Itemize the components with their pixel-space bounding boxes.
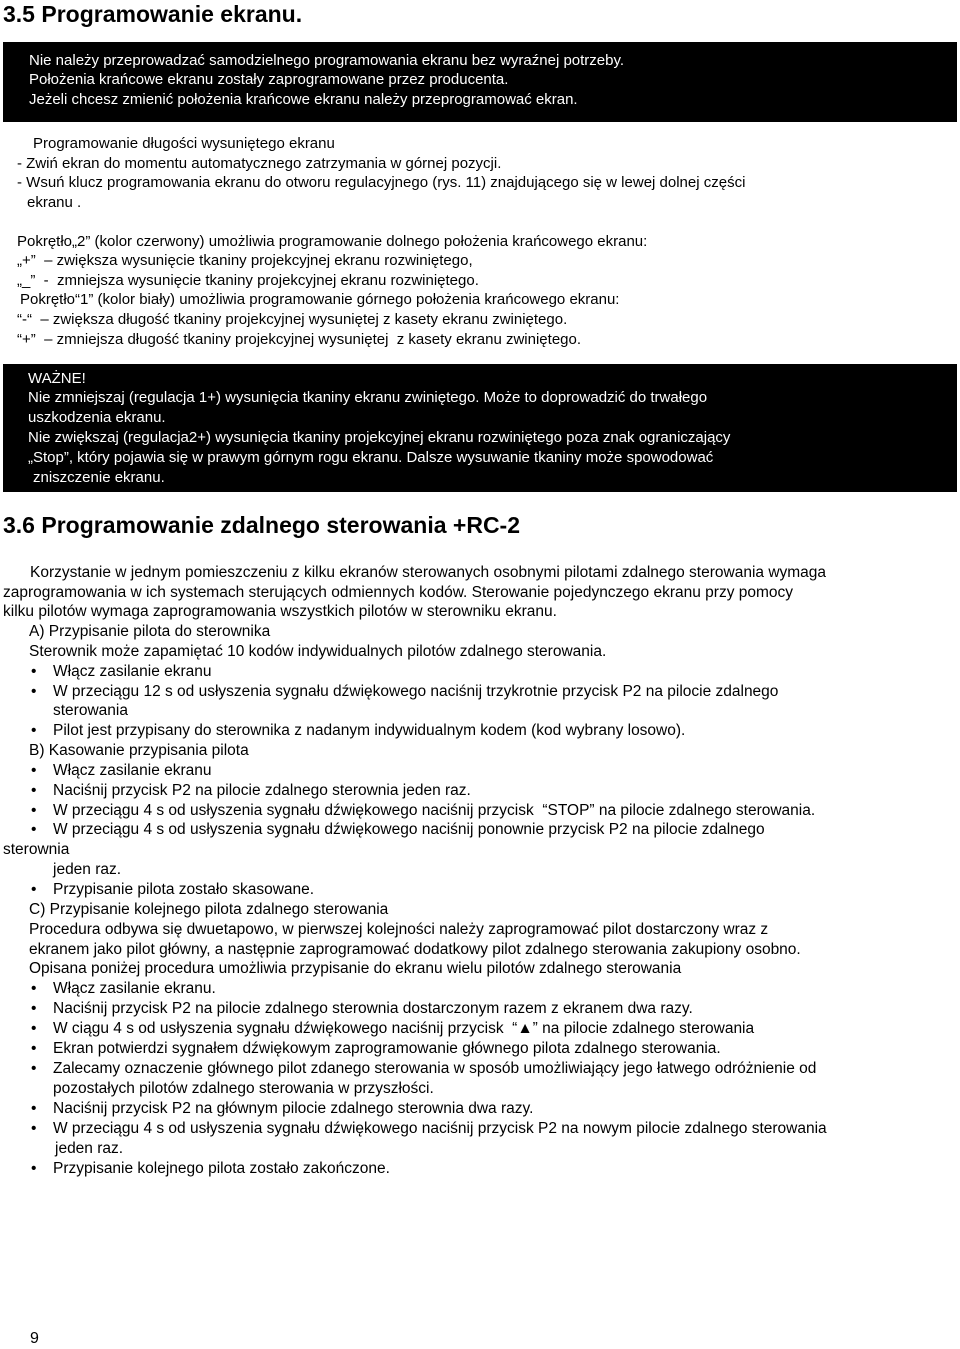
- section-c-item-7-cont: jeden raz.: [55, 1140, 124, 1157]
- intro-line-3: kilku pilotów wymaga zaprogramowania wszystkich pilotów w sterowniku ekranu.: [3, 603, 557, 620]
- bullet-icon: •: [31, 980, 37, 997]
- section-a-item-1: Włącz zasilanie ekranu: [53, 663, 212, 680]
- section-b-item-4: W przeciągu 4 s od usłyszenia sygnału dźwiękowego naciśnij ponownie przycisk P2 na pilocie zdalnego: [53, 821, 765, 838]
- section-a-item-3: Pilot jest przypisany do sterownika z nadanym indywidualnym kodem (kod wybrany losowo).: [53, 722, 686, 739]
- section-c-item-6: Naciśnij przycisk P2 na głównym pilocie zdalnego sterownia dwa razy.: [53, 1100, 534, 1117]
- section-b-item-2: Naciśnij przycisk P2 na pilocie zdalnego sterownia jeden raz.: [53, 782, 471, 799]
- section-c-para-3: Opisana poniżej procedura umożliwia przypisanie do ekranu wielu pilotów zdalnego sterowania: [29, 960, 682, 977]
- section-a-item-2: W przeciągu 12 s od usłyszenia sygnału dźwiękowego naciśnij trzykrotnie przycisk P2 na pilocie zdalnego: [53, 683, 779, 700]
- section-a-item-2-cont: sterowania: [53, 702, 128, 719]
- intro-line-1: Korzystanie w jednym pomieszczeniu z kilku ekranów sterowanych osobnymi pilotami zdalnego sterowania wymaga: [30, 564, 827, 581]
- knob-2-minus: „_” - zmniejsza wysunięcie tkaniny projekcyjnej ekranu rozwiniętego.: [17, 272, 479, 289]
- intro-line-2: zaprogramowania w ich systemach sterujących odmiennych kodów. Sterowanie pojedynczego ekranu przy pomocy: [3, 584, 794, 601]
- knob-1-desc: Pokrętło“1” (kolor biały) umożliwia programowanie górnego położenia krańcowego ekranu:: [20, 291, 620, 308]
- bullet-icon: •: [31, 1020, 37, 1037]
- length-prog-title: Programowanie długości wysuniętego ekranu: [33, 135, 335, 152]
- section-c-para-2: ekranem jako pilot główny, a następnie zaprogramować dodatkowy pilot zdalnego sterowania zakupiony osobno.: [29, 941, 801, 958]
- section-b-title: B) Kasowanie przypisania pilota: [29, 742, 249, 759]
- bullet-icon: •: [31, 881, 37, 898]
- bullet-icon: •: [31, 762, 37, 779]
- bullet-icon: •: [31, 1100, 37, 1117]
- section-c-para-1: Procedura odbywa się dwuetapowo, w pierwszej kolejności należy zaprogramować pilot dostarczony wraz z: [29, 921, 769, 938]
- bullet-icon: •: [31, 683, 37, 700]
- section-c-item-5-cont: pozostałych pilotów zdalnego sterowania w przyszłości.: [53, 1080, 434, 1097]
- important-line-5: zniszczenie ekranu.: [33, 469, 165, 486]
- section-b-item-1: Włącz zasilanie ekranu: [53, 762, 212, 779]
- bullet-icon: •: [31, 1000, 37, 1017]
- bullet-icon: •: [31, 1060, 37, 1077]
- bullet-icon: •: [31, 802, 37, 819]
- length-prog-step-2: - Wsuń klucz programowania ekranu do otworu regulacyjnego (rys. 11) znajdującego się w lewej dolnej części: [17, 174, 746, 191]
- knob-1-minus: “-“ – zwiększa długość tkaniny projekcyjnej wysuniętej z kasety ekranu zwiniętego.: [17, 311, 568, 328]
- section-heading-3-5: 3.5 Programowanie ekranu.: [3, 1, 303, 27]
- bullet-icon: •: [31, 1160, 37, 1177]
- important-line-2: uszkodzenia ekranu.: [28, 409, 166, 426]
- knob-2-desc: Pokrętło„2” (kolor czerwony) umożliwia programowanie dolnego położenia krańcowego ekranu:: [17, 233, 648, 250]
- section-c-item-5: Zalecamy oznaczenie głównego pilot zdanego sterowania w sposób umożliwiający jego łatwego odróżnienie od: [53, 1060, 817, 1077]
- warning-line-3: Jeżeli chcesz zmienić położenia krańcowe ekranu należy przeprogramować ekran.: [29, 91, 578, 108]
- important-line-4: „Stop”, który pojawia się w prawym górnym rogu ekranu. Dalsze wysuwanie tkaniny może spowodować: [28, 449, 714, 466]
- bullet-icon: •: [31, 821, 37, 838]
- important-title: WAŻNE!: [28, 370, 86, 387]
- warning-line-2: Położenia krańcowe ekranu zostały zaprogramowane przez producenta.: [29, 71, 509, 88]
- important-line-3: Nie zwiększaj (regulacja2+) wysunięcia tkaniny projekcyjnej ekranu rozwiniętego poza znak ograniczający: [28, 429, 731, 446]
- bullet-icon: •: [31, 782, 37, 799]
- section-c-item-8: Przypisanie kolejnego pilota zostało zakończone.: [53, 1160, 390, 1177]
- section-a-title: A) Przypisanie pilota do sterownika: [29, 623, 271, 640]
- section-a-note: Sterownik może zapamiętać 10 kodów indywidualnych pilotów zdalnego sterowania.: [29, 643, 607, 660]
- bullet-icon: •: [31, 1040, 37, 1057]
- bullet-icon: •: [31, 1120, 37, 1137]
- knob-2-plus: „+” – zwiększa wysunięcie tkaniny projekcyjnej ekranu rozwiniętego,: [17, 252, 473, 269]
- length-prog-step-1: - Zwiń ekran do momentu automatycznego zatrzymania w górnej pozycji.: [17, 155, 502, 172]
- section-c-item-2: Naciśnij przycisk P2 na pilocie zdalnego sterownia dostarczonym razem z ekranem dwa razy.: [53, 1000, 693, 1017]
- section-heading-3-6: 3.6 Programowanie zdalnego sterowania +RC-2: [3, 512, 521, 538]
- section-c-title: C) Przypisanie kolejnego pilota zdalnego sterowania: [29, 901, 389, 918]
- section-c-item-1: Włącz zasilanie ekranu.: [53, 980, 216, 997]
- section-b-item-5: Przypisanie pilota zostało skasowane.: [53, 881, 315, 898]
- section-b-item-3: W przeciągu 4 s od usłyszenia sygnału dźwiękowego naciśnij przycisk “STOP” na pilocie zdalnego sterowania.: [53, 802, 816, 819]
- warning-line-1: Nie należy przeprowadzać samodzielnego programowania ekranu bez wyraźnej potrzeby.: [29, 52, 625, 69]
- section-c-item-7: W przeciągu 4 s od usłyszenia sygnału dźwiękowego naciśnij przycisk P2 na nowym pilocie zdalnego sterowania: [53, 1120, 827, 1137]
- section-c-item-3: W ciągu 4 s od usłyszenia sygnału dźwiękowego naciśnij przycisk “▲” na pilocie zdalnego sterowania: [53, 1020, 755, 1037]
- length-prog-step-2-cont: ekranu .: [27, 194, 82, 211]
- section-b-item-4-cont: sterownia: [3, 841, 70, 858]
- knob-1-plus: “+” – zmniejsza długość tkaniny projekcyjnej wysuniętej z kasety ekranu zwiniętego.: [17, 331, 582, 348]
- section-b-item-4-cont-2: jeden raz.: [53, 861, 122, 878]
- page-number: 9: [30, 1330, 39, 1347]
- important-line-1: Nie zmniejszaj (regulacja 1+) wysunięcia tkaniny ekranu zwiniętego. Może to doprowadzić do trwałego: [28, 389, 708, 406]
- bullet-icon: •: [31, 663, 37, 680]
- section-c-item-4: Ekran potwierdzi sygnałem dźwiękowym zaprogramowanie głównego pilota zdalnego sterowania.: [53, 1040, 721, 1057]
- bullet-icon: •: [31, 722, 37, 739]
